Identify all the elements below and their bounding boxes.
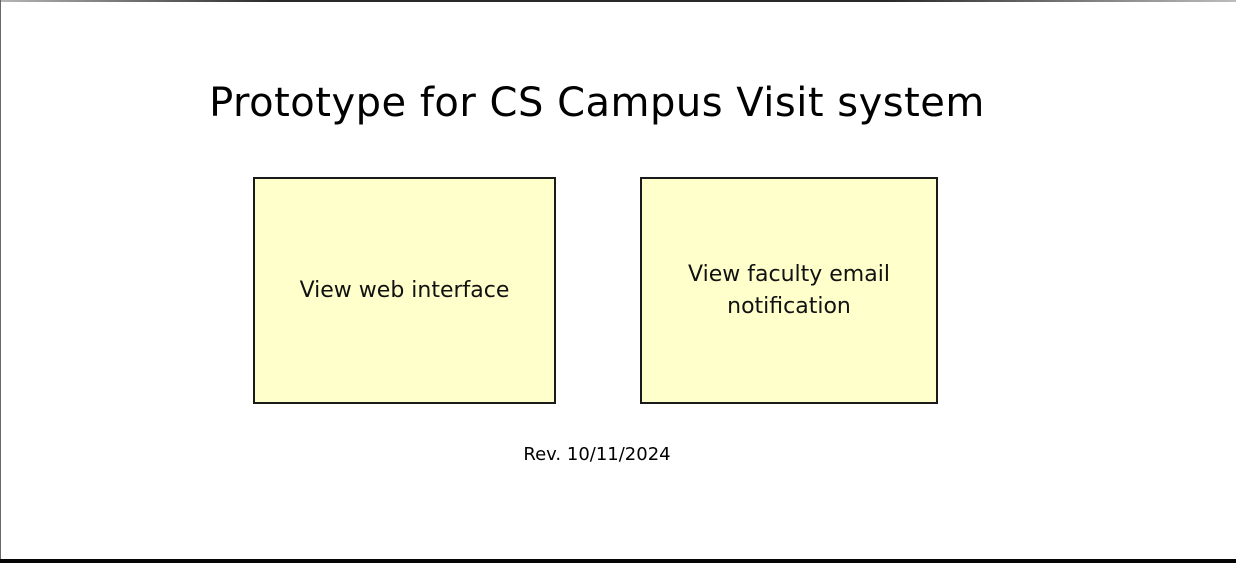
- view-faculty-email-notification-button[interactable]: [640, 177, 938, 404]
- view-faculty-email-notification-label: View faculty email notification: [688, 262, 890, 319]
- page-border-left: [0, 0, 1, 562]
- page-border-top: [0, 0, 1236, 2]
- view-web-interface-button[interactable]: [253, 177, 556, 404]
- page-border-bottom: [0, 559, 1236, 563]
- page-title: Prototype for CS Campus Visit system: [209, 80, 985, 126]
- view-web-interface-label: View web interface: [299, 277, 510, 303]
- revision-date: Rev. 10/11/2024: [523, 444, 671, 465]
